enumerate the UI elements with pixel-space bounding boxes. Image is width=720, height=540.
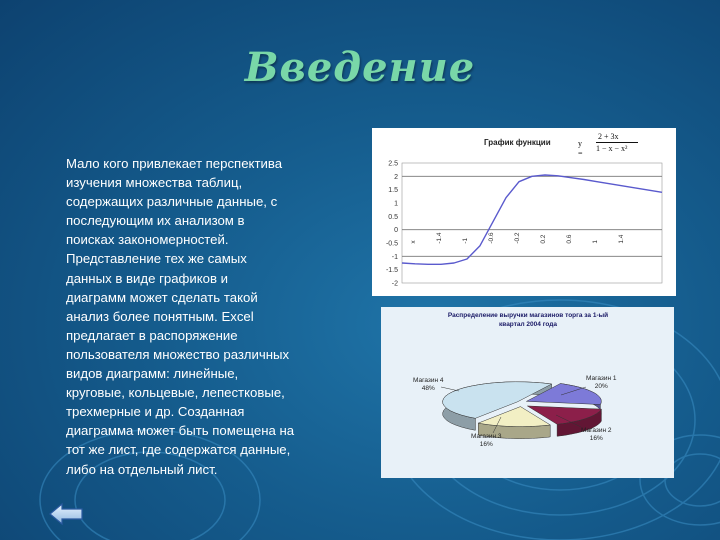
y-tick-label: -1.5: [385, 267, 398, 275]
x-tick-label: 0.6: [566, 234, 573, 244]
line-chart-plot: [372, 128, 676, 296]
slide-body-text: Мало кого привлекает перспектива изучения множества таблиц, содержащих различные данные, с последующим их анализом в поисках закономерностей. Представление тех же самых данных в виде графиков и диаграмм может сделать такой анализ более понятным. Excel предлагает в распоряжение пользователя множество различных видов диаграмм: линейные, круговые, кольцевые, лепестковые, трехмерные и др. Созданная диаграмма может быть помещена на тот же лист, где содержатся данные, либо на отдельный лист.: [66, 156, 295, 477]
formula-numerator: 2 + 3x: [598, 132, 619, 141]
pie-slice-name: Магазин 2: [581, 427, 612, 434]
line-chart-title: График функции: [484, 138, 551, 147]
pie-slice-name: Магазин 3: [471, 433, 502, 440]
x-tick-label: x: [410, 240, 417, 244]
pie-slice-label: [581, 427, 612, 443]
formula-lhs: y =: [578, 139, 583, 158]
y-tick-label: 0.5: [388, 213, 398, 221]
pie-slice-label: [586, 375, 617, 391]
pie-leader-line: [441, 387, 459, 391]
y-tick-label: 0: [394, 227, 398, 235]
pie-slice-value: 20%: [594, 383, 608, 390]
pie-title-line1: Распределение выручки магазинов торга за 1-ый: [447, 312, 609, 319]
x-tick-label: -1.4: [436, 232, 443, 244]
y-tick-label: 2: [394, 173, 398, 181]
pie-chart-panel: [381, 307, 674, 478]
pie-slice-value: 48%: [421, 385, 435, 392]
line-chart-panel: [372, 128, 676, 296]
x-tick-label: -0.6: [488, 232, 495, 244]
formula-denominator: 1 − x − x²: [596, 144, 628, 153]
x-tick-label: 1: [592, 240, 599, 244]
y-tick-label: 1: [394, 200, 398, 208]
pie-slice-label: [413, 377, 444, 393]
pie-slice-name: Магазин 1: [586, 375, 617, 382]
y-tick-label: -2: [391, 280, 398, 288]
y-tick-label: 2.5: [388, 160, 398, 168]
y-tick-label: -1: [391, 253, 398, 261]
x-tick-label: 1.4: [618, 234, 625, 244]
slide-title: Введение: [244, 44, 476, 91]
pie-slice-name: Магазин 4: [413, 377, 444, 384]
pie-slice-value: 16%: [589, 435, 603, 442]
left-arrow-icon[interactable]: [48, 502, 84, 526]
pie-slice-value: 16%: [479, 441, 493, 448]
pie-title-line2: квартал 2004 года: [499, 321, 557, 328]
y-tick-label: 1.5: [388, 187, 398, 195]
series-line: [402, 175, 662, 264]
x-tick-label: -0.2: [514, 232, 521, 244]
x-tick-label: 0.2: [540, 234, 547, 244]
x-tick-label: -1: [462, 237, 469, 244]
y-tick-label: -0.5: [385, 240, 398, 248]
pie-slice-label: [471, 433, 502, 449]
